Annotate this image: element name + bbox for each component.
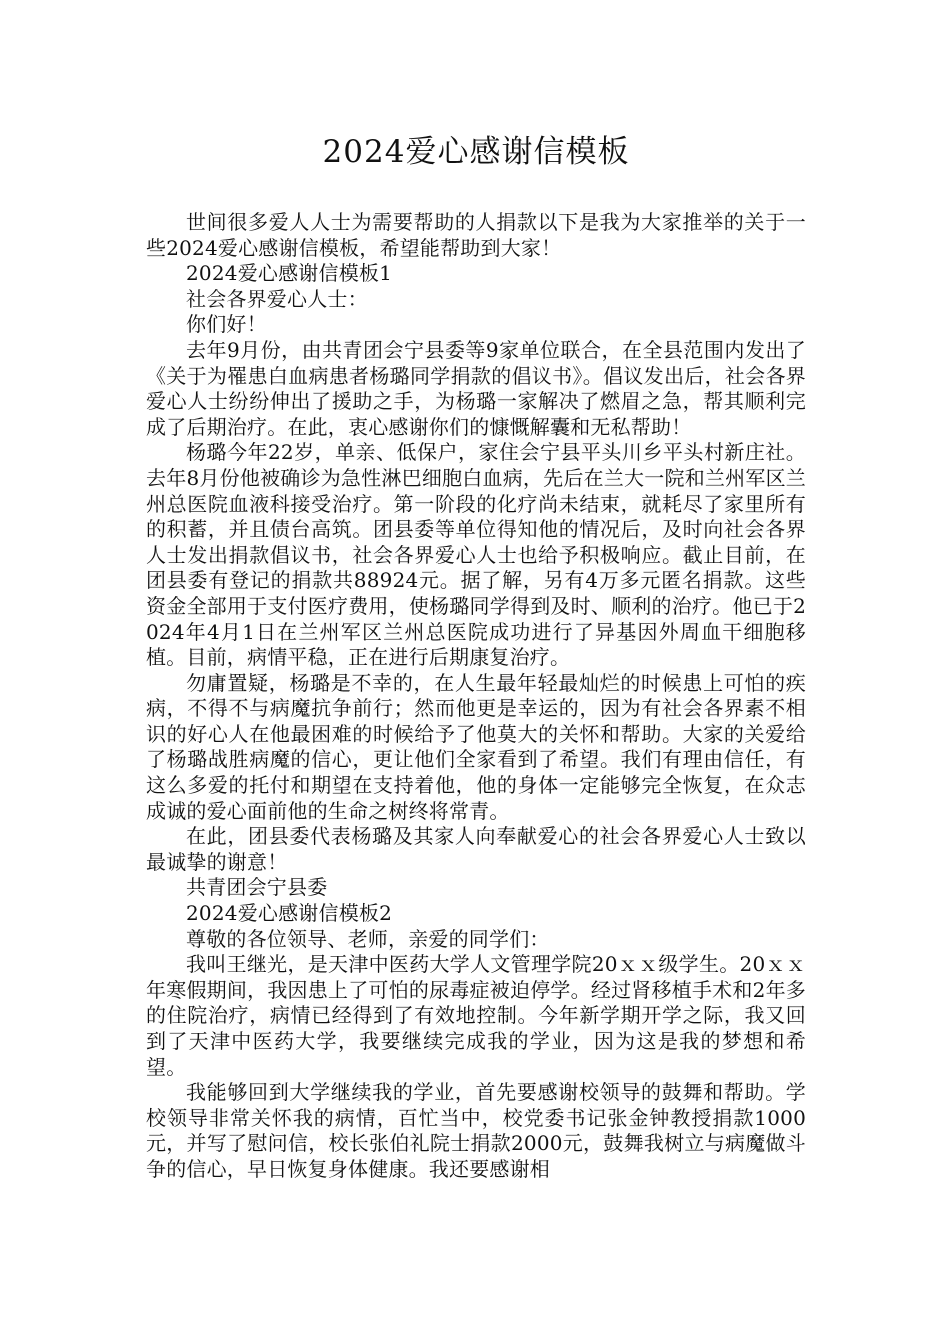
body-paragraph: 杨璐今年22岁，单亲、低保户，家住会宁县平头川乡平头村新庄社。去年8月份他被确诊为急性淋巴细胞白血病，先后在兰大一院和兰州军区兰州总医院血液科接受治疗。第一阶段的化疗尚未结束，就耗尽了家里所有的积蓄，并且债台高筑。团县委等单位得知他的情况后，及时向社会各界人士发出捐款倡议书，社会各界爱心人士也给予积极响应。截止目前，在团县委有登记的捐款共88924元。据了解，另有4万多元匿名捐款。这些资金全部用于支付医疗费用，使杨璐同学得到及时、顺利的治疗。他已于2024年4月1日在兰州军区兰州总医院成功进行了异基因外周血干细胞移植。目前，病情平稳，正在进行后期康复治疗。 (146, 440, 806, 670)
body-paragraph: 我能够回到大学继续我的学业，首先要感谢校领导的鼓舞和帮助。学校领导非常关怀我的病情，百忙当中，校党委书记张金钟教授捐款1000元，并写了慰问信，校长张伯礼院士捐款2000元，鼓舞我树立与病魔做斗争的信心，早日恢复身体健康。我还要感谢相 (146, 1080, 806, 1181)
intro-paragraph: 世间很多爱人人士为需要帮助的人捐款以下是我为大家推举的关于一些2024爱心感谢信模板，希望能帮助到大家！ (146, 210, 806, 260)
greeting-1: 你们好！ (186, 312, 267, 337)
body-paragraph: 勿庸置疑，杨璐是不幸的，在人生最年轻最灿烂的时候患上可怕的疾病，不得不与病魔抗争前行；然而他更是幸运的，因为有社会各界素不相识的好心人在他最困难的时候给予了他莫大的关怀和帮助。大家的关爱给了杨璐战胜病魔的信心，更让他们全家看到了希望。我们有理由信任，有这么多爱的托付和期望在支持着他，他的身体一定能够完全恢复，在众志成诚的爱心面前他的生命之树终将常青。 (146, 670, 806, 823)
body-paragraph: 在此，团县委代表杨璐及其家人向奉献爱心的社会各界爱心人士致以最诚挚的谢意！ (146, 824, 806, 874)
document-title: 2024爱心感谢信模板 (322, 134, 630, 170)
document-page (146, 120, 806, 1183)
body-paragraph: 去年9月份，由共青团会宁县委等9家单位联合，在全县范围内发出了《关于为罹患白血病患者杨璐同学捐款的倡议书》。倡议发出后，社会各界爱心人士纷纷伸出了援助之手，为杨璐一家解决了燃眉之急，帮其顺利完成了后期治疗。在此，衷心感谢你们的慷慨解囊和无私帮助！ (146, 337, 806, 439)
salutation-2: 尊敬的各位领导、老师，亲爱的同学们： (186, 926, 550, 951)
section-heading-2: 2024爱心感谢信模板2 (186, 901, 393, 926)
section-heading-1: 2024爱心感谢信模板1 (186, 261, 393, 286)
signature-1: 共青团会宁县委 (186, 875, 328, 900)
salutation-1: 社会各界爱心人士： (186, 286, 368, 311)
document-body (146, 210, 806, 1183)
body-paragraph: 我叫王继光，是天津中医药大学人文管理学院20ｘｘ级学生。20ｘｘ年寒假期间，我因患上了可怕的尿毒症被迫停学。经过肾移植手术和2年多的住院治疗，病情已经得到了有效地控制。今年新学期开学之际，我又回到了天津中医药大学，我要继续完成我的学业，因为这是我的梦想和希望。 (146, 952, 806, 1079)
